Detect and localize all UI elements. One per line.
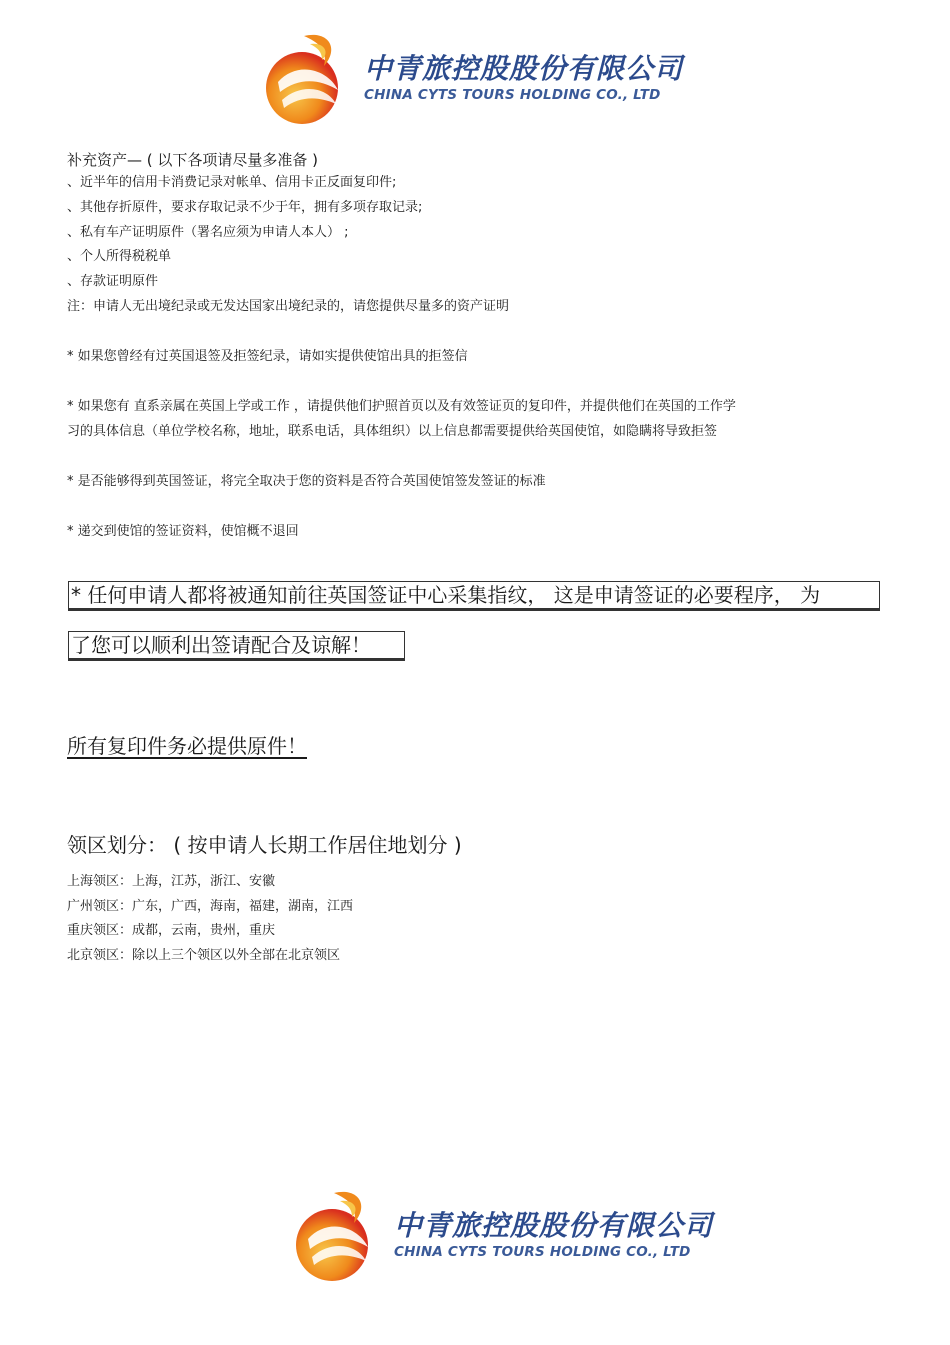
company-name-en: CHINA CYTS TOURS HOLDING CO., LTD [394,1244,691,1260]
region-beijing: 北京领区：除以上三个领区以外全部在北京领区 [67,948,341,963]
notice-standard: * 是否能够得到英国签证，将完全取决于您的资料是否符合英国使馆签发签证的标准 [67,474,546,489]
fingerprint-notice-line2: 了您可以顺利出签请配合及谅解！ [68,631,405,661]
assets-heading: 补充资产— ( 以下各项请尽量多准备 ) [67,151,319,169]
region-guangzhou: 广州领区：广东，广西，海南，福建，湖南，江西 [67,899,354,914]
company-logo-top [258,30,683,126]
asset-item: 、近半年的信用卡消费记录对帐单、信用卡正反面复印件; [67,175,397,190]
asset-item: 、私有车产证明原件（署名应须为申请人本人） ; [67,225,349,240]
asset-item: 、其他存折原件，要求存取记录不少于年，拥有多项存取记录; [67,200,423,215]
notice-relatives-cont: 习的具体信息（单位学校名称，地址，联系电话，具体组织）以上信息都需要提供给英国使馆，如隐瞒将导致拒签 [67,424,718,439]
company-name-cn: 中青旅控股股份有限公司 [394,1209,714,1242]
consular-heading: 领区划分： ( 按申请人长期工作居住地划分 ) [67,833,462,857]
notice-relatives: * 如果您有 直系亲属在英国上学或工作 ，请提供他们护照首页以及有效签证页的复印件，并提供他们在英国的工作学 [67,399,736,414]
fingerprint-notice-line1: * 任何申请人都将被通知前往英国签证中心采集指纹， 这是申请签证的必要程序， 为 [68,581,880,611]
phoenix-logo-icon [288,1187,388,1283]
assets-note: 注：申请人无出境纪录或无发达国家出境纪录的，请您提供尽量多的资产证明 [67,299,510,314]
region-shanghai: 上海领区：上海，江苏，浙江、安徽 [67,874,276,889]
company-name-cn: 中青旅控股股份有限公司 [364,52,684,85]
company-name-en: CHINA CYTS TOURS HOLDING CO., LTD [364,87,661,103]
phoenix-logo-icon [258,30,358,126]
originals-required: 所有复印件务必提供原件！ [67,734,307,758]
asset-item: 、存款证明原件 [67,274,159,289]
asset-item: 、个人所得税税单 [67,249,172,264]
region-chongqing: 重庆领区：成都，云南，贵州，重庆 [67,923,276,938]
notice-refusal: * 如果您曾经有过英国退签及拒签纪录，请如实提供使馆出具的拒签信 [67,349,468,364]
notice-no-return: * 递交到使馆的签证资料，使馆概不退回 [67,524,299,539]
company-logo-bottom [288,1187,713,1283]
